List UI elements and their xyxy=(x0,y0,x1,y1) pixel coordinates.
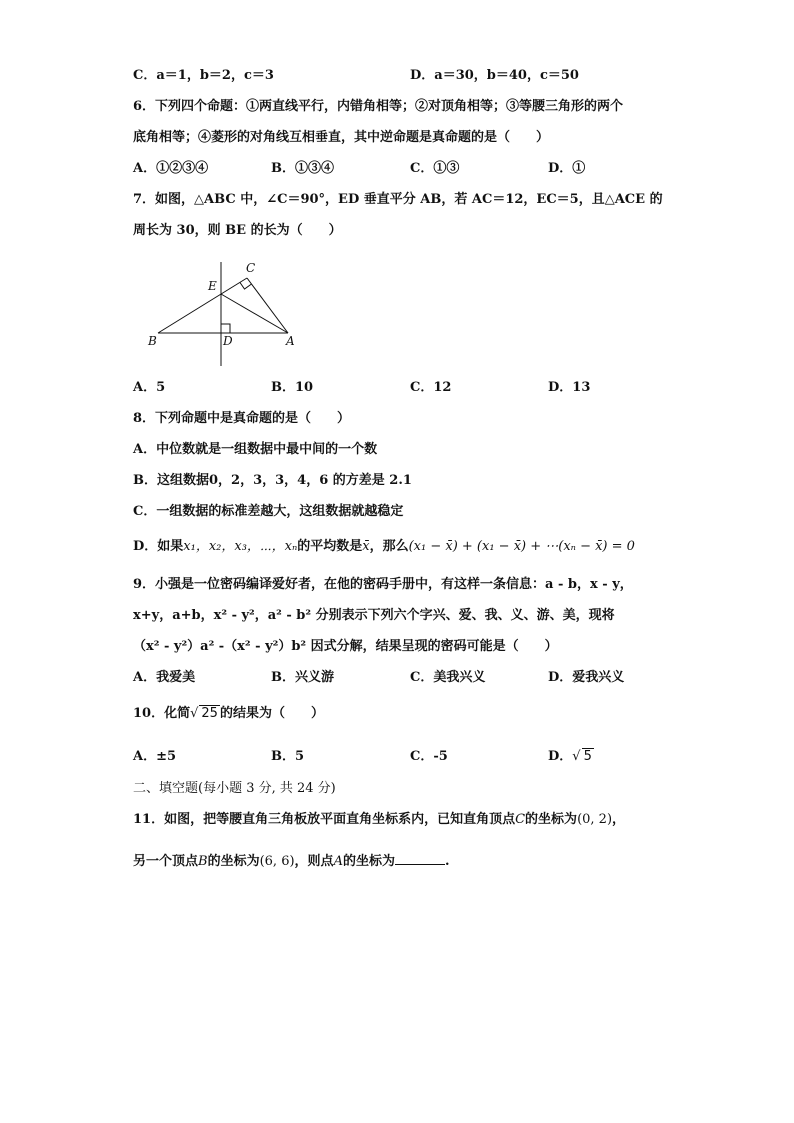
q7-option-d: D．13 xyxy=(548,380,591,395)
q11-coord-c: (0, 2) xyxy=(577,812,613,827)
q11-point-c: C xyxy=(515,812,526,827)
q9-option-a: A．我爱美 xyxy=(133,670,196,685)
q11-line2-a: 另一个顶点 xyxy=(133,854,199,869)
q11-line2-b: 的坐标为 xyxy=(207,854,260,869)
q9-stem-line1: 9．小强是一位密码编译爱好者，在他的密码手册中，有这样一条信息：a - b，x - y， xyxy=(133,577,633,592)
q9-option-b: B．兴义游 xyxy=(271,670,334,685)
q10-option-d-radicand: 5 xyxy=(583,749,592,764)
q11-line2-c: ，则点 xyxy=(294,854,334,869)
q7-option-c: C．12 xyxy=(410,380,452,395)
q6-option-c: C．①③ xyxy=(410,161,460,176)
q9-option-c: C．美我兴义 xyxy=(410,670,486,685)
q7-stem-line1: 7．如图，△ABC 中，∠C＝90°，ED 垂直平分 AB，若 AC＝12，EC＝5，且△ACE 的 xyxy=(133,192,663,207)
q5-option-c: C．a＝1，b＝2，c＝3 xyxy=(133,68,274,83)
segment-ea xyxy=(221,294,288,333)
q10-prefix: 10．化简 xyxy=(133,706,191,721)
segment-bc xyxy=(158,278,247,333)
q10-option-c: C．-5 xyxy=(410,749,448,764)
q6-option-d: D．① xyxy=(548,161,586,176)
right-angle-mark-c xyxy=(240,283,252,290)
q10-option-d-prefix: D． xyxy=(548,749,573,764)
q8-option-d-mean: x̄ xyxy=(362,539,370,554)
q11-line1-b: 的坐标为 xyxy=(525,812,578,827)
q9-stem-line2: x+y，a+b，x² - y²，a² - b² 分别表示下列六个字兴、爱、我、义、游、美，现将 xyxy=(133,608,615,623)
q6-option-a: A．①②③④ xyxy=(133,161,209,176)
q5-option-d: D．a＝30，b＝40，c＝50 xyxy=(410,68,579,83)
q6-option-b: B．①③④ xyxy=(271,161,334,176)
q8-option-d-prefix: D．如果 xyxy=(133,539,184,554)
right-angle-mark-d xyxy=(221,324,230,333)
q10-stem xyxy=(133,705,324,723)
q7-option-b: B．10 xyxy=(271,380,314,395)
q8-option-d xyxy=(133,538,635,556)
q8-stem: 8．下列命题中是真命题的是（ ） xyxy=(133,411,351,426)
q10-option-b: B．5 xyxy=(271,749,305,764)
sqrt-5: √ 5 xyxy=(572,749,592,764)
q10-option-a: A．±5 xyxy=(133,749,177,764)
q11-point-a: A xyxy=(333,854,343,869)
section-fill-in-title: 二、填空题(每小题 3 分, 共 24 分) xyxy=(133,781,336,796)
q11-line1-a: 11．如图，把等腰直角三角板放平面直角坐标系内，已知直角顶点 xyxy=(133,812,516,827)
q10-radicand: 25 xyxy=(201,706,218,721)
q8-option-c: C．一组数据的标准差越大，这组数据就越稳定 xyxy=(133,504,404,519)
q6-stem-line1: 6．下列四个命题：①两直线平行，内错角相等；②对顶角相等；③等腰三角形的两个 xyxy=(133,99,624,114)
sqrt-25: √ 25 xyxy=(190,706,218,721)
q6-stem-line2: 底角相等；④菱形的对角线互相垂直，其中逆命题是真命题的是（ ） xyxy=(133,130,550,145)
q11-point-b: B xyxy=(198,854,208,869)
q11-line1-end: ， xyxy=(612,812,626,827)
q11-coord-b: (6, 6) xyxy=(259,854,295,869)
label-e: E xyxy=(208,279,217,293)
q9-stem-line3: （x² - y²）a² -（x² - y²）b² 因式分解，结果呈现的密码可能是（ ） xyxy=(133,639,558,654)
q8-option-d-expression: (x₁ − x̄) + (x₁ − x̄) + ⋯(xₙ − x̄) = 0 xyxy=(408,539,635,554)
q7-triangle-figure xyxy=(140,258,310,370)
q11-line2-end: . xyxy=(444,854,450,869)
label-a: A xyxy=(286,334,295,348)
q8-option-a: A．中位数就是一组数据中最中间的一个数 xyxy=(133,442,378,457)
q8-option-b: B．这组数据0，2，3，3，4，6 的方差是 2.1 xyxy=(133,473,412,488)
q8-option-d-mid: 的平均数是 xyxy=(297,539,363,554)
label-b: B xyxy=(148,334,157,348)
q11-stem-line2 xyxy=(133,852,450,871)
q8-option-d-vars: x₁，x₂，x₃，⋯，xₙ xyxy=(183,539,298,554)
q10-suffix: 的结果为（ ） xyxy=(219,706,324,721)
label-d: D xyxy=(223,334,233,348)
q7-stem-line2: 周长为 30，则 BE 的长为（ ） xyxy=(133,223,342,238)
q11-stem-line1 xyxy=(133,811,625,829)
q9-option-d: D．爱我兴义 xyxy=(548,670,625,685)
q8-option-d-then: ，那么 xyxy=(369,539,409,554)
answer-blank[interactable] xyxy=(395,852,445,865)
label-c: C xyxy=(246,261,256,275)
q10-option-d xyxy=(548,748,594,766)
q11-line2-d: 的坐标为 xyxy=(342,854,395,869)
q7-option-a: A．5 xyxy=(133,380,166,395)
segment-ca xyxy=(247,278,288,333)
